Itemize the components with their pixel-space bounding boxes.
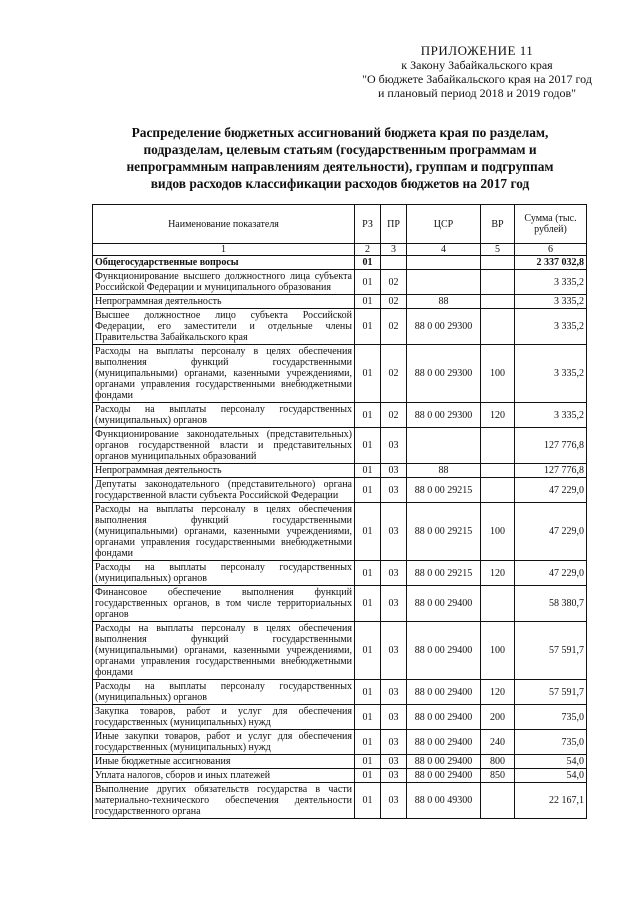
cell-pr: 03 — [381, 705, 407, 730]
cell-vr — [481, 270, 515, 295]
cell-csr: 88 0 00 29400 — [407, 680, 481, 705]
cell-csr — [407, 428, 481, 464]
cell-name: Расходы на выплаты персоналу государственных (муниципальных) органов — [93, 680, 355, 705]
table-row — [93, 622, 587, 680]
table-row — [93, 586, 587, 622]
col-number: 3 — [381, 244, 407, 256]
heading-line: Распределение бюджетных ассигнований бюджета края по разделам, — [131, 125, 549, 140]
cell-vr: 100 — [481, 345, 515, 403]
cell-sum: 22 167,1 — [515, 783, 587, 819]
table-row — [93, 345, 587, 403]
table-row — [93, 464, 587, 478]
cell-vr — [481, 428, 515, 464]
table-row — [93, 730, 587, 755]
cell-rz: 01 — [355, 478, 381, 503]
cell-vr: 100 — [481, 503, 515, 561]
table-row — [93, 309, 587, 345]
cell-name: Закупка товаров, работ и услуг для обеспечения государственных (муниципальных) нужд — [93, 705, 355, 730]
cell-vr — [481, 295, 515, 309]
table-body — [93, 256, 587, 819]
cell-sum: 54,0 — [515, 755, 587, 769]
table-row — [93, 428, 587, 464]
cell-name: Расходы на выплаты персоналу в целях обеспечения выполнения функций государственными (муниципальными) органами, казенными учреждениями, органами управления государственными внебюджетными фондами — [93, 345, 355, 403]
table-row — [93, 680, 587, 705]
cell-pr: 03 — [381, 769, 407, 783]
cell-rz: 01 — [355, 270, 381, 295]
cell-vr — [481, 464, 515, 478]
cell-pr: 03 — [381, 680, 407, 705]
heading-line: видов расходов классификации расходов бюджетов на 2017 год — [150, 176, 530, 191]
cell-csr: 88 0 00 49300 — [407, 783, 481, 819]
header-name: Наименование показателя — [93, 205, 355, 244]
cell-vr: 120 — [481, 561, 515, 586]
cell-vr: 100 — [481, 622, 515, 680]
cell-sum: 47 229,0 — [515, 503, 587, 561]
table-row — [93, 478, 587, 503]
cell-pr: 03 — [381, 503, 407, 561]
table-row — [93, 783, 587, 819]
cell-csr: 88 0 00 29300 — [407, 403, 481, 428]
col-number: 5 — [481, 244, 515, 256]
cell-rz: 01 — [355, 345, 381, 403]
cell-vr: 200 — [481, 705, 515, 730]
cell-csr: 88 0 00 29400 — [407, 755, 481, 769]
cell-rz: 01 — [355, 295, 381, 309]
cell-vr: 800 — [481, 755, 515, 769]
heading-line: непрограммным направлениям деятельности), группам и подгруппам — [126, 159, 554, 174]
cell-sum: 3 335,2 — [515, 403, 587, 428]
cell-sum: 127 776,8 — [515, 428, 587, 464]
table-header-row — [93, 205, 587, 244]
table-row — [93, 403, 587, 428]
cell-rz: 01 — [355, 428, 381, 464]
cell-csr: 88 0 00 29400 — [407, 705, 481, 730]
cell-pr: 02 — [381, 295, 407, 309]
cell-rz: 01 — [355, 503, 381, 561]
cell-rz: 01 — [355, 769, 381, 783]
cell-rz: 01 — [355, 586, 381, 622]
header-rz: РЗ — [355, 205, 381, 244]
appendix-title: ПРИЛОЖЕНИЕ 11 — [420, 43, 534, 58]
cell-name: Общегосударственные вопросы — [93, 256, 355, 270]
cell-sum: 3 335,2 — [515, 270, 587, 295]
column-number-row — [93, 244, 587, 256]
cell-vr: 850 — [481, 769, 515, 783]
cell-sum: 127 776,8 — [515, 464, 587, 478]
cell-vr — [481, 256, 515, 270]
cell-sum: 2 337 032,8 — [515, 256, 587, 270]
cell-name: Непрограммная деятельность — [93, 464, 355, 478]
cell-sum: 735,0 — [515, 730, 587, 755]
cell-csr: 88 0 00 29215 — [407, 478, 481, 503]
cell-csr: 88 — [407, 295, 481, 309]
table-row — [93, 705, 587, 730]
cell-csr: 88 0 00 29215 — [407, 561, 481, 586]
cell-name: Депутаты законодательного (представительного) органа государственной власти субъекта Российской Федерации — [93, 478, 355, 503]
cell-name: Расходы на выплаты персоналу государственных (муниципальных) органов — [93, 561, 355, 586]
cell-name: Непрограммная деятельность — [93, 295, 355, 309]
cell-rz: 01 — [355, 622, 381, 680]
cell-sum: 47 229,0 — [515, 478, 587, 503]
cell-pr: 02 — [381, 309, 407, 345]
header-pr: ПР — [381, 205, 407, 244]
cell-rz: 01 — [355, 464, 381, 478]
cell-name: Расходы на выплаты персоналу в целях обеспечения выполнения функций государственными (муниципальными) органами, казенными учреждениями, органами управления государственными внебюджетными фондами — [93, 503, 355, 561]
cell-pr: 03 — [381, 783, 407, 819]
cell-pr — [381, 256, 407, 270]
cell-sum: 58 380,7 — [515, 586, 587, 622]
cell-csr — [407, 270, 481, 295]
cell-sum: 57 591,7 — [515, 680, 587, 705]
cell-rz: 01 — [355, 730, 381, 755]
cell-rz: 01 — [355, 680, 381, 705]
appendix-block — [362, 44, 592, 100]
cell-sum: 735,0 — [515, 705, 587, 730]
cell-pr: 03 — [381, 755, 407, 769]
cell-name: Расходы на выплаты персоналу в целях обеспечения выполнения функций государственными (муниципальными) органами, казенными учреждениями, органами управления государственными внебюджетными фондами — [93, 622, 355, 680]
table-row — [93, 769, 587, 783]
cell-pr: 02 — [381, 403, 407, 428]
cell-rz: 01 — [355, 783, 381, 819]
header-csr: ЦСР — [407, 205, 481, 244]
cell-sum: 54,0 — [515, 769, 587, 783]
cell-csr: 88 0 00 29300 — [407, 309, 481, 345]
cell-name: Иные закупки товаров, работ и услуг для обеспечения государственных (муниципальных) нужд — [93, 730, 355, 755]
cell-vr — [481, 783, 515, 819]
cell-name: Уплата налогов, сборов и иных платежей — [93, 769, 355, 783]
document-heading — [100, 124, 580, 192]
cell-pr: 03 — [381, 730, 407, 755]
cell-pr: 03 — [381, 586, 407, 622]
cell-sum: 3 335,2 — [515, 295, 587, 309]
budget-table — [92, 204, 587, 819]
cell-name: Иные бюджетные ассигнования — [93, 755, 355, 769]
cell-rz: 01 — [355, 755, 381, 769]
heading-line: подразделам, целевым статьям (государственным программам и — [143, 142, 537, 157]
cell-rz: 01 — [355, 309, 381, 345]
table-row — [93, 270, 587, 295]
header-vr: ВР — [481, 205, 515, 244]
cell-rz: 01 — [355, 705, 381, 730]
cell-csr: 88 0 00 29400 — [407, 769, 481, 783]
cell-rz: 01 — [355, 561, 381, 586]
cell-rz: 01 — [355, 403, 381, 428]
cell-vr — [481, 586, 515, 622]
cell-sum: 57 591,7 — [515, 622, 587, 680]
cell-name: Функционирование законодательных (представительных) органов государственной власти и представительных органов муниципальных образований — [93, 428, 355, 464]
cell-pr: 03 — [381, 464, 407, 478]
cell-name: Выполнение других обязательств государства в части материально-технического обеспечения деятельности государственного органа — [93, 783, 355, 819]
appendix-line: и плановый период 2018 и 2019 годов" — [377, 86, 577, 100]
cell-vr — [481, 478, 515, 503]
cell-pr: 03 — [381, 622, 407, 680]
cell-vr: 120 — [481, 403, 515, 428]
cell-pr: 02 — [381, 270, 407, 295]
cell-csr: 88 0 00 29400 — [407, 730, 481, 755]
cell-pr: 03 — [381, 428, 407, 464]
cell-pr: 03 — [381, 561, 407, 586]
cell-csr: 88 0 00 29300 — [407, 345, 481, 403]
col-number: 2 — [355, 244, 381, 256]
cell-vr — [481, 309, 515, 345]
cell-sum: 3 335,2 — [515, 309, 587, 345]
cell-sum: 3 335,2 — [515, 345, 587, 403]
cell-csr: 88 0 00 29400 — [407, 622, 481, 680]
cell-vr: 120 — [481, 680, 515, 705]
cell-csr — [407, 256, 481, 270]
cell-csr: 88 — [407, 464, 481, 478]
table-row — [93, 561, 587, 586]
table-row — [93, 755, 587, 769]
appendix-line: "О бюджете Забайкальского края на 2017 год — [362, 72, 592, 86]
table-row — [93, 295, 587, 309]
cell-sum: 47 229,0 — [515, 561, 587, 586]
cell-name: Расходы на выплаты персоналу государственных (муниципальных) органов — [93, 403, 355, 428]
header-sum: Сумма (тыс. рублей) — [515, 205, 587, 244]
table-row — [93, 503, 587, 561]
cell-name: Финансовое обеспечение выполнения функций государственных органов, в том числе территориальных органов — [93, 586, 355, 622]
cell-csr: 88 0 00 29215 — [407, 503, 481, 561]
cell-pr: 02 — [381, 345, 407, 403]
cell-rz: 01 — [355, 256, 381, 270]
cell-name: Функционирование высшего должностного лица субъекта Российской Федерации и муниципального образования — [93, 270, 355, 295]
cell-name: Высшее должностное лицо субъекта Российской Федерации, его заместители и отдельные члены Правительства Забайкальского края — [93, 309, 355, 345]
cell-vr: 240 — [481, 730, 515, 755]
appendix-line: к Закону Забайкальского края — [401, 58, 553, 72]
col-number: 4 — [407, 244, 481, 256]
col-number: 1 — [93, 244, 355, 256]
col-number: 6 — [515, 244, 587, 256]
table-row — [93, 256, 587, 270]
cell-csr: 88 0 00 29400 — [407, 586, 481, 622]
cell-pr: 03 — [381, 478, 407, 503]
